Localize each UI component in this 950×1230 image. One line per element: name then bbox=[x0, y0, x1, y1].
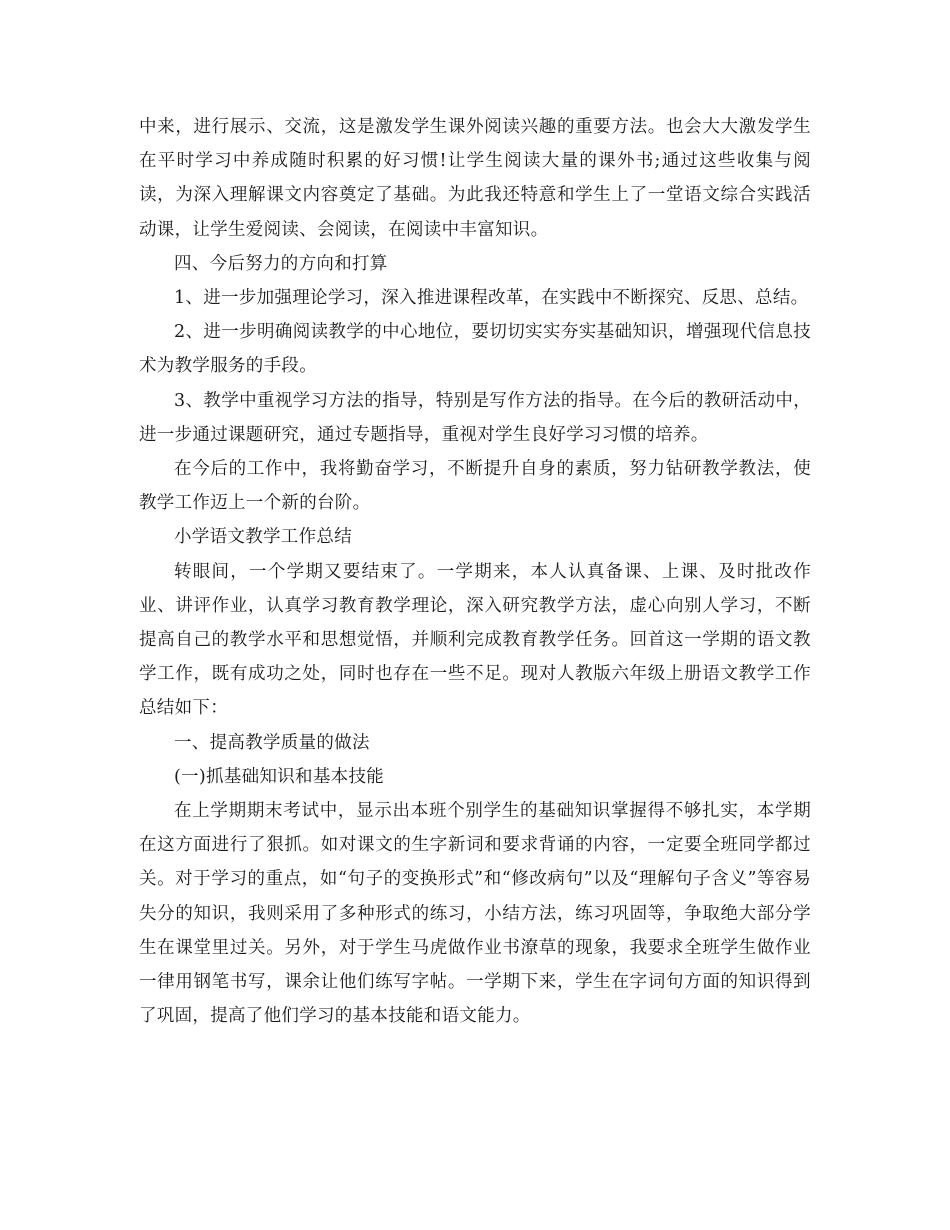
document-body bbox=[139, 110, 811, 1033]
paragraph-closing: 在今后的工作中，我将勤奋学习，不断提升自身的素质，努力钻研教学教法，使教学工作迈上一个新的台阶。 bbox=[139, 459, 811, 514]
list-item-plan-3: 3、教学中重视学习方法的指导，特别是写作方法的指导。在今后的教研活动中，进一步通过课题研究，通过专题指导，重视对学生良好学习习惯的培养。 bbox=[139, 390, 811, 445]
section-heading-teaching-quality: 一、提高教学质量的做法 bbox=[174, 732, 370, 753]
document-title: 小学语文教学工作总结 bbox=[174, 527, 352, 548]
paragraph-introduction: 转眼间，一个学期又要结束了。一学期来，本人认真备课、上课、及时批改作业、讲评作业，认真学习教育教学理论，深入研究教学方法，虚心向别人学习，不断提高自己的教学水平和思想觉悟，并顺利完成教育教学任务。回首这一学期的语文教学工作，既有成功之处，同时也存在一些不足。现对人教版六年级上册语文教学工作总结如下： bbox=[139, 561, 811, 719]
list-item-plan-2: 2、进一步明确阅读教学的中心地位，要切切实实夯实基础知识，增强现代信息技术为教学服务的手段。 bbox=[139, 322, 811, 377]
list-item-plan-1: 1、进一步加强理论学习，深入推进课程改革，在实践中不断探究、反思、总结。 bbox=[174, 288, 809, 309]
paragraph-reading-activities: 中来，进行展示、交流，这是激发学生课外阅读兴趣的重要方法。也会大大激发学生在平时学习中养成随时积累的好习惯!让学生阅读大量的课外书;通过这些收集与阅读，为深入理解课文内容奠定了基础。为此我还特意和学生上了一堂语文综合实践活动课，让学生爱阅读、会阅读，在阅读中丰富知识。 bbox=[139, 117, 811, 240]
paragraph-basics: 在上学期期末考试中，显示出本班个别学生的基础知识掌握得不够扎实，本学期在这方面进行了狠抓。如对课文的生字新词和要求背诵的内容，一定要全班同学都过关。对于学习的重点，如“句子的变换形式”和“修改病句”以及“理解句子含义”等容易失分的知识，我则采用了多种形式的练习，小结方法，练习巩固等，争取绝大部分学生在课堂里过关。另外，对于学生马虎做作业书潦草的现象，我要求全班学生做作业一律用钢笔书写，课余让他们练写字帖。一学期下来，学生在字词句方面的知识得到了巩固，提高了他们学习的基本技能和语文能力。 bbox=[139, 801, 811, 1027]
subsection-heading-basics: (一)抓基础知识和基本技能 bbox=[174, 766, 385, 787]
section-heading-future-plans: 四、今后努力的方向和打算 bbox=[174, 253, 388, 274]
